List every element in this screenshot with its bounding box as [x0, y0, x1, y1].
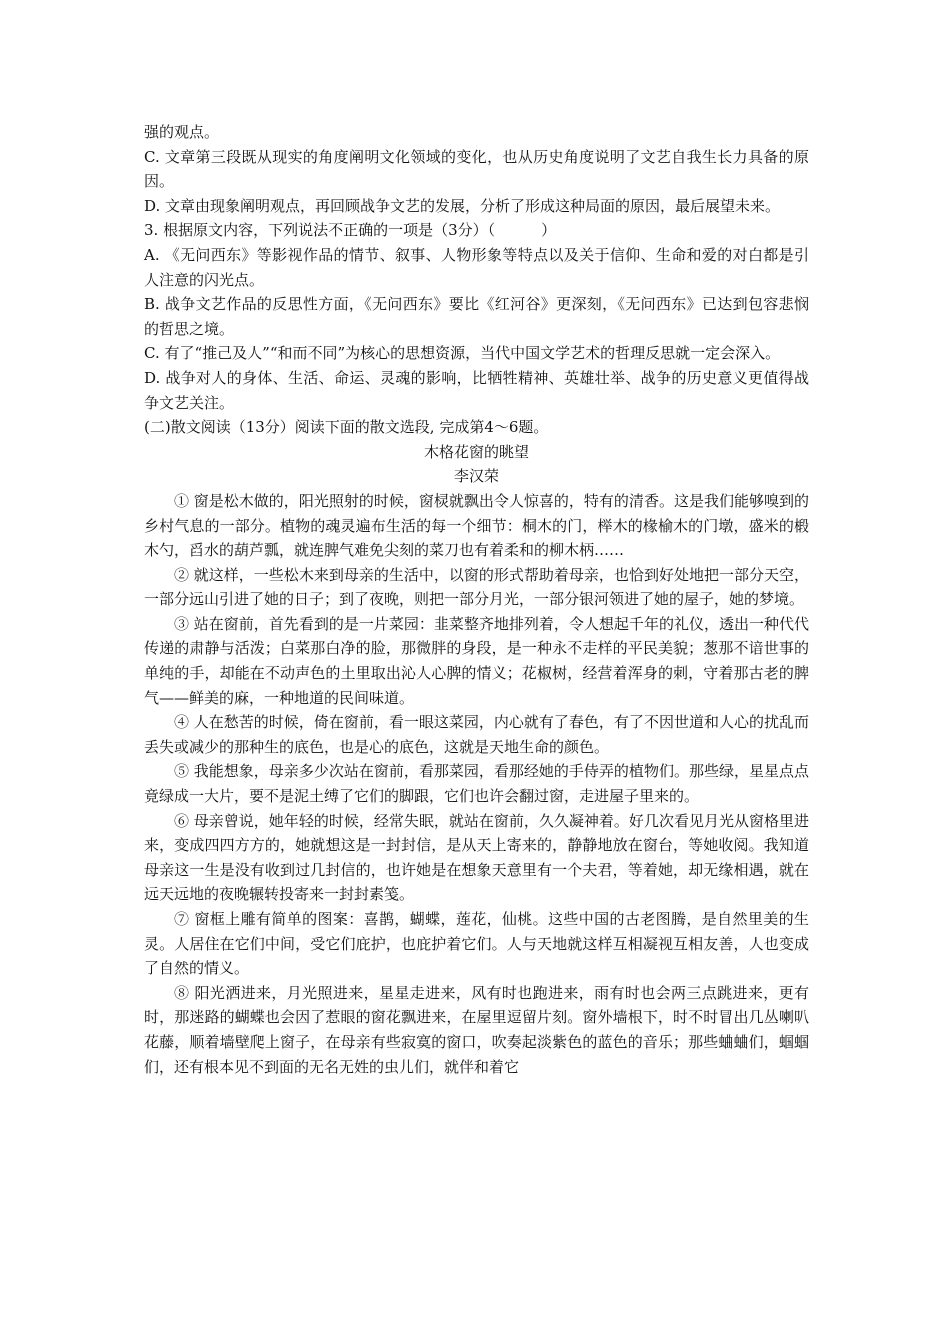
- essay-title: 木格花窗的眺望: [423, 442, 529, 461]
- essay-author: 李汉荣: [453, 467, 499, 486]
- essay-paragraph-3: ③ 站在窗前，首先看到的是一片菜园：韭菜整齐地排列着，令人想起千年的礼仪，透出一种代代传递的肃静与活泼；白菜那白净的脸，那微胖的身段，是一种永不走样的平民美貌；葱那不谙世事的单纯的手，却能在不动声色的土里取出沁人心脾的情义；花椒树，经营着浑身的刺，守着那古老的脾气——鲜美的麻，一种地道的民间味道。: [144, 614, 809, 707]
- q3-stem-text: 3. 根据原文内容，下列说法不正确的一项是（3分）（: [144, 221, 496, 240]
- q3-stem-close: ）: [541, 221, 557, 240]
- section-heading: (二)散文阅读（13分）阅读下面的散文选段, 完成第4～6题。: [144, 418, 549, 437]
- essay-paragraph-4: ④ 人在愁苦的时候，倚在窗前，看一眼这菜园，内心就有了春色，有了不因世道和人心的扰乱而丢失或减少的那种生的底色，也是心的底色，这就是天地生命的颜色。: [144, 713, 809, 756]
- document-page: [144, 120, 809, 1079]
- q3-option-d: D. 战争对人的身体、生活、命运、灵魂的影响，比牺牲精神、英雄壮举、战争的历史意义更值得战争文艺关注。: [144, 368, 809, 412]
- essay-paragraph-2: ② 就这样，一些松木来到母亲的生活中，以窗的形式帮助着母亲，也恰到好处地把一部分天空，一部分远山引进了她的日子；到了夜晚，则把一部分月光，一部分银河领进了她的屋子，她的梦境。: [144, 565, 809, 609]
- q3-stem: [144, 218, 809, 243]
- essay-paragraph-5: ⑤ 我能想象，母亲多少次站在窗前，看那菜园，看那经她的手侍弄的植物们。那些绿，星星点点竟绿成一大片，要不是泥土缚了它们的脚跟，它们也许会翻过窗，走进屋子里来的。: [144, 762, 809, 806]
- q3-option-b: B. 战争文艺作品的反思性方面，《无问西东》要比《红河谷》更深刻，《无问西东》已达到包容悲悯的哲思之境。: [144, 295, 809, 338]
- essay-paragraph-7: ⑦ 窗框上雕有简单的图案：喜鹊，蝴蝶，莲花，仙桃。这些中国的古老图腾，是自然里美的生灵。人居住在它们中间，受它们庇护，也庇护着它们。人与天地就这样互相凝视互相友善，人也变成了自然的情义。: [144, 910, 809, 978]
- q3-option-a: A. 《无问西东》等影视作品的情节、叙事、人物形象等特点以及关于信仰、生命和爱的对白都是引人注意的闪光点。: [144, 245, 809, 289]
- q2-option-d: D. 文章由现象阐明观点，再回顾战争文艺的发展，分析了形成这种局面的原因，最后展望未来。: [144, 196, 781, 215]
- essay-paragraph-8: ⑧ 阳光洒进来，月光照进来，星星走进来，风有时也跑进来，雨有时也会两三点跳进来，更有时，那迷路的蝴蝶也会因了惹眼的窗花飘进来，在屋里逗留片刻。窗外墙根下，时不时冒出几丛喇叭花藤，顺着墙壁爬上窗子，在母亲有些寂寞的窗口，吹奏起淡紫色的蓝色的音乐；那些蛐蛐们，蝈蝈们，还有根本见不到面的无名无姓的虫儿们，就伴和着它: [144, 983, 809, 1076]
- essay-paragraph-1: ① 窗是松木做的，阳光照射的时候，窗棂就飘出令人惊喜的，特有的清香。这是我们能够嗅到的乡村气息的一部分。植物的魂灵遍布生活的每一个细节：桐木的门，榉木的椽榆木的门墩，盛米的椴木勺，舀水的葫芦瓢，就连脾气难免尖刻的菜刀也有着柔和的柳木柄……: [144, 491, 809, 560]
- essay-paragraph-6: ⑥ 母亲曾说，她年轻的时候，经常失眠，就站在窗前，久久凝神着。好几次看见月光从窗格里进来，变成四四方方的，她就想这是一封封信，是从天上寄来的，静静地放在窗台，等她收阅。我知道母亲这一生是没有收到过几封信的，也许她是在想象天意里有一个夫君，等着她，却无缘相遇，就在远天远地的夜晚辗转投寄来一封封素笺。: [144, 811, 809, 904]
- q3-option-c: C. 有了“推己及人”“和而不同”为核心的思想资源，当代中国文学艺术的哲理反思就一定会深入。: [144, 344, 781, 363]
- text-line: 强的观点。: [144, 123, 220, 141]
- q2-option-c: C. 文章第三段既从现实的角度阐明文化领域的变化，也从历史角度说明了文艺自我生长力具备的原因。: [144, 147, 809, 191]
